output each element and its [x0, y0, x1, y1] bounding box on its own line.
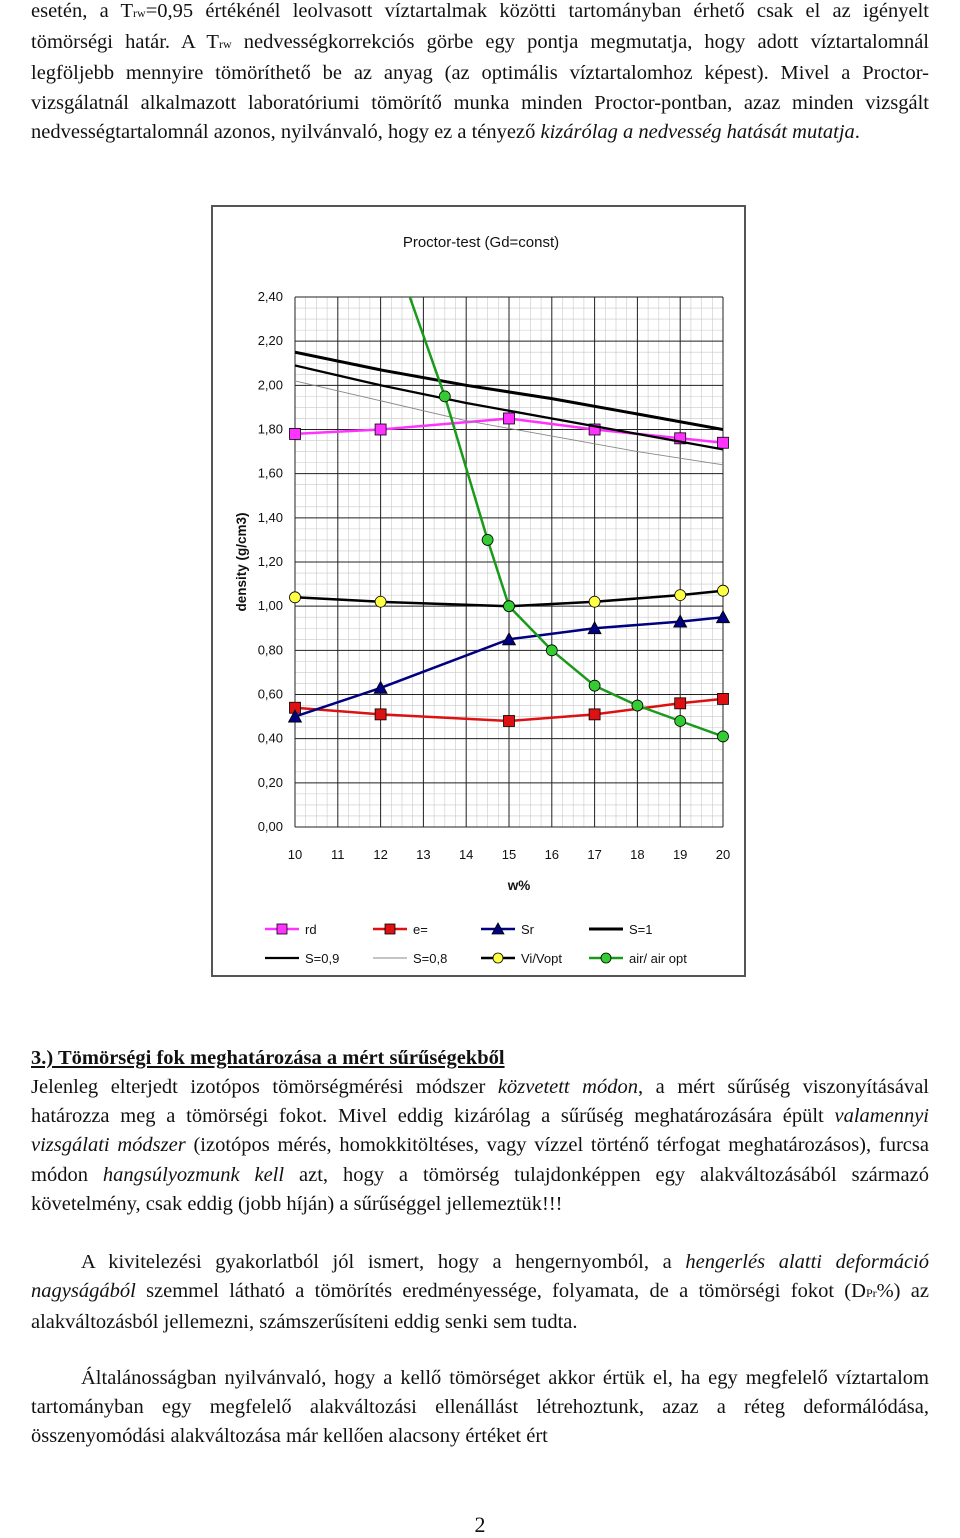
marker-e=	[375, 709, 386, 720]
legend-label: e=	[413, 922, 428, 937]
text: azt, hogy a tömörség tulajdonképpen egy alakváltozásából származó követelmény, csak eddig (jobb híján) a sűrűséggel jellemeztük!!!	[31, 1163, 929, 1215]
marker-e=	[718, 693, 729, 704]
legend-label: S=0,8	[413, 951, 448, 966]
x-tick-label: 16	[544, 847, 560, 862]
y-tick-label: 1,00	[257, 598, 283, 614]
y-tick-label: 1,80	[257, 421, 283, 437]
marker-air/ air opt	[675, 716, 686, 727]
x-tick-label: 10	[287, 847, 303, 862]
y-tick-label: 0,00	[257, 819, 283, 834]
marker-rd	[375, 424, 386, 435]
subscript: Pr	[865, 1286, 877, 1301]
marker-e=	[589, 709, 600, 720]
text: =0,95 értékénél leolvasott víztartalmak közötti tartományban érhető csak el az igényelt tömörségi határ. A T	[31, 0, 929, 54]
marker-air/ air opt	[589, 680, 600, 691]
x-tick-label: 13	[416, 847, 431, 862]
text: .	[854, 120, 860, 143]
text: Jelenleg elterjedt izotópos tömörségmérési módszer	[31, 1076, 498, 1098]
x-tick-label: 14	[458, 847, 474, 862]
x-tick-label: 11	[331, 847, 345, 862]
grid	[295, 297, 723, 827]
y-tick-label: 0,40	[257, 730, 283, 746]
emphasis: kizárólag a nedvesség hatását mutatja	[540, 120, 855, 143]
marker-air/ air opt	[439, 391, 450, 402]
emphasis: közvetett módon	[497, 1076, 638, 1098]
x-tick-label: 20	[715, 847, 731, 862]
y-tick-label: 1,40	[257, 509, 283, 525]
marker-e=	[675, 698, 686, 709]
x-axis-label: w%	[507, 878, 531, 893]
marker-Vi/Vopt	[675, 590, 686, 601]
text: szemmel látható a tömörítés eredményessége, folyamata, de a tömörségi fokot (D	[135, 1280, 866, 1303]
emphasis: hangsúlyozmunk kell	[102, 1163, 285, 1186]
text: , a mért sűrűség viszonyításával határozza meg a tömörségi fokot. Mivel eddig kizárólag a sűrűség meghatározására épült	[31, 1076, 929, 1128]
tick-labels	[258, 289, 731, 862]
legend-label: air/ air opt	[629, 951, 687, 966]
proctor-chart	[211, 205, 746, 977]
marker-air/ air opt	[632, 700, 643, 711]
emphasis: valamennyi vizsgálati módszer	[31, 1105, 929, 1157]
marker-Vi/Vopt	[718, 585, 729, 596]
subscript: rw	[133, 6, 146, 20]
emphasis: hengerlés alatti deformáció nagyságából	[31, 1251, 929, 1303]
marker-air/ air opt	[504, 601, 515, 612]
section-heading: 3.) Tömörségi fok meghatározása a mért sűrűségekből	[31, 1047, 505, 1069]
paragraph-measurement	[31, 1073, 929, 1219]
x-tick-label: 18	[630, 847, 645, 862]
y-axis-label: density (g/cm3)	[234, 512, 249, 612]
legend-label: rd	[305, 922, 317, 937]
marker-rd	[504, 413, 515, 424]
x-tick-label: 15	[501, 847, 517, 862]
marker-air/ air opt	[546, 645, 557, 656]
legend-label: Vi/Vopt	[521, 951, 562, 966]
y-tick-label: 2,00	[257, 377, 283, 393]
chart-canvas	[213, 207, 748, 979]
intro-paragraph	[31, 0, 929, 147]
legend-label: S=1	[629, 922, 653, 937]
text: esetén, a T	[31, 0, 134, 22]
x-tick-label: 17	[587, 847, 602, 862]
text: %) az alakváltozásból jellemezni, számszerűsíteni eddig senki sem tudta.	[31, 1280, 929, 1334]
marker-air/ air opt	[718, 731, 729, 742]
marker-e=	[504, 716, 515, 727]
paragraph-general: Általánosságban nyilvánvaló, hogy a kellő tömörséget akkor értük el, ha egy megfelelő víztartalom tartományban egy megfelelő alakváltozási ellenállást létrehoztunk, azaz a réteg deformálódása, összenyomódási alakváltozása már kellően alacsony értéket ért	[31, 1367, 929, 1448]
text: (izotópos mérés, homokkitöltéses, vagy vízzel történő térfogat meghatározásos), furcsa módon	[31, 1134, 929, 1186]
y-tick-label: 2,40	[257, 289, 283, 304]
y-tick-label: 0,80	[257, 642, 283, 658]
text: A kivitelezési gyakorlatból jól ismert, hogy a hengernyomból, a	[81, 1251, 686, 1273]
chart-title: Proctor-test (Gd=const)	[402, 234, 560, 251]
legend-label: Sr	[521, 922, 534, 937]
marker-rd	[290, 428, 301, 439]
text: nedvességkorrekciós görbe egy pontja megmutatja, hogy adott víztartalomnál legföljebb mennyire tömöríthető be az anyag (az optimális víztartalomhoz képest). Mivel a Proctor-vizsgálatnál alkalmazott laboratóriumi tömörítő munka minden Proctor-pontban, azaz minden vizsgált nedvességtartalomnál azonos, nyilvánvaló, hogy ez a tényező	[31, 31, 929, 143]
marker-rd	[718, 437, 729, 448]
marker-Vi/Vopt	[493, 953, 503, 963]
marker-Vi/Vopt	[290, 592, 301, 603]
paragraph-practice	[31, 1248, 929, 1338]
y-tick-label: 0,20	[257, 774, 283, 790]
marker-air/ air opt	[482, 534, 493, 545]
x-tick-label: 12	[373, 847, 388, 862]
marker-air/ air opt	[601, 953, 611, 963]
x-tick-label: 19	[672, 847, 688, 862]
marker-e=	[385, 924, 395, 934]
legend-label: S=0,9	[305, 951, 340, 966]
y-tick-label: 1,60	[257, 465, 283, 481]
marker-rd	[277, 924, 287, 934]
page-number: 2	[474, 1512, 486, 1537]
legend	[265, 922, 687, 966]
subscript: rw	[218, 37, 232, 52]
y-tick-label: 0,60	[257, 686, 283, 702]
marker-Vi/Vopt	[589, 596, 600, 607]
marker-Vi/Vopt	[375, 596, 386, 607]
y-tick-label: 2,20	[257, 333, 283, 349]
y-tick-label: 1,20	[257, 554, 283, 569]
